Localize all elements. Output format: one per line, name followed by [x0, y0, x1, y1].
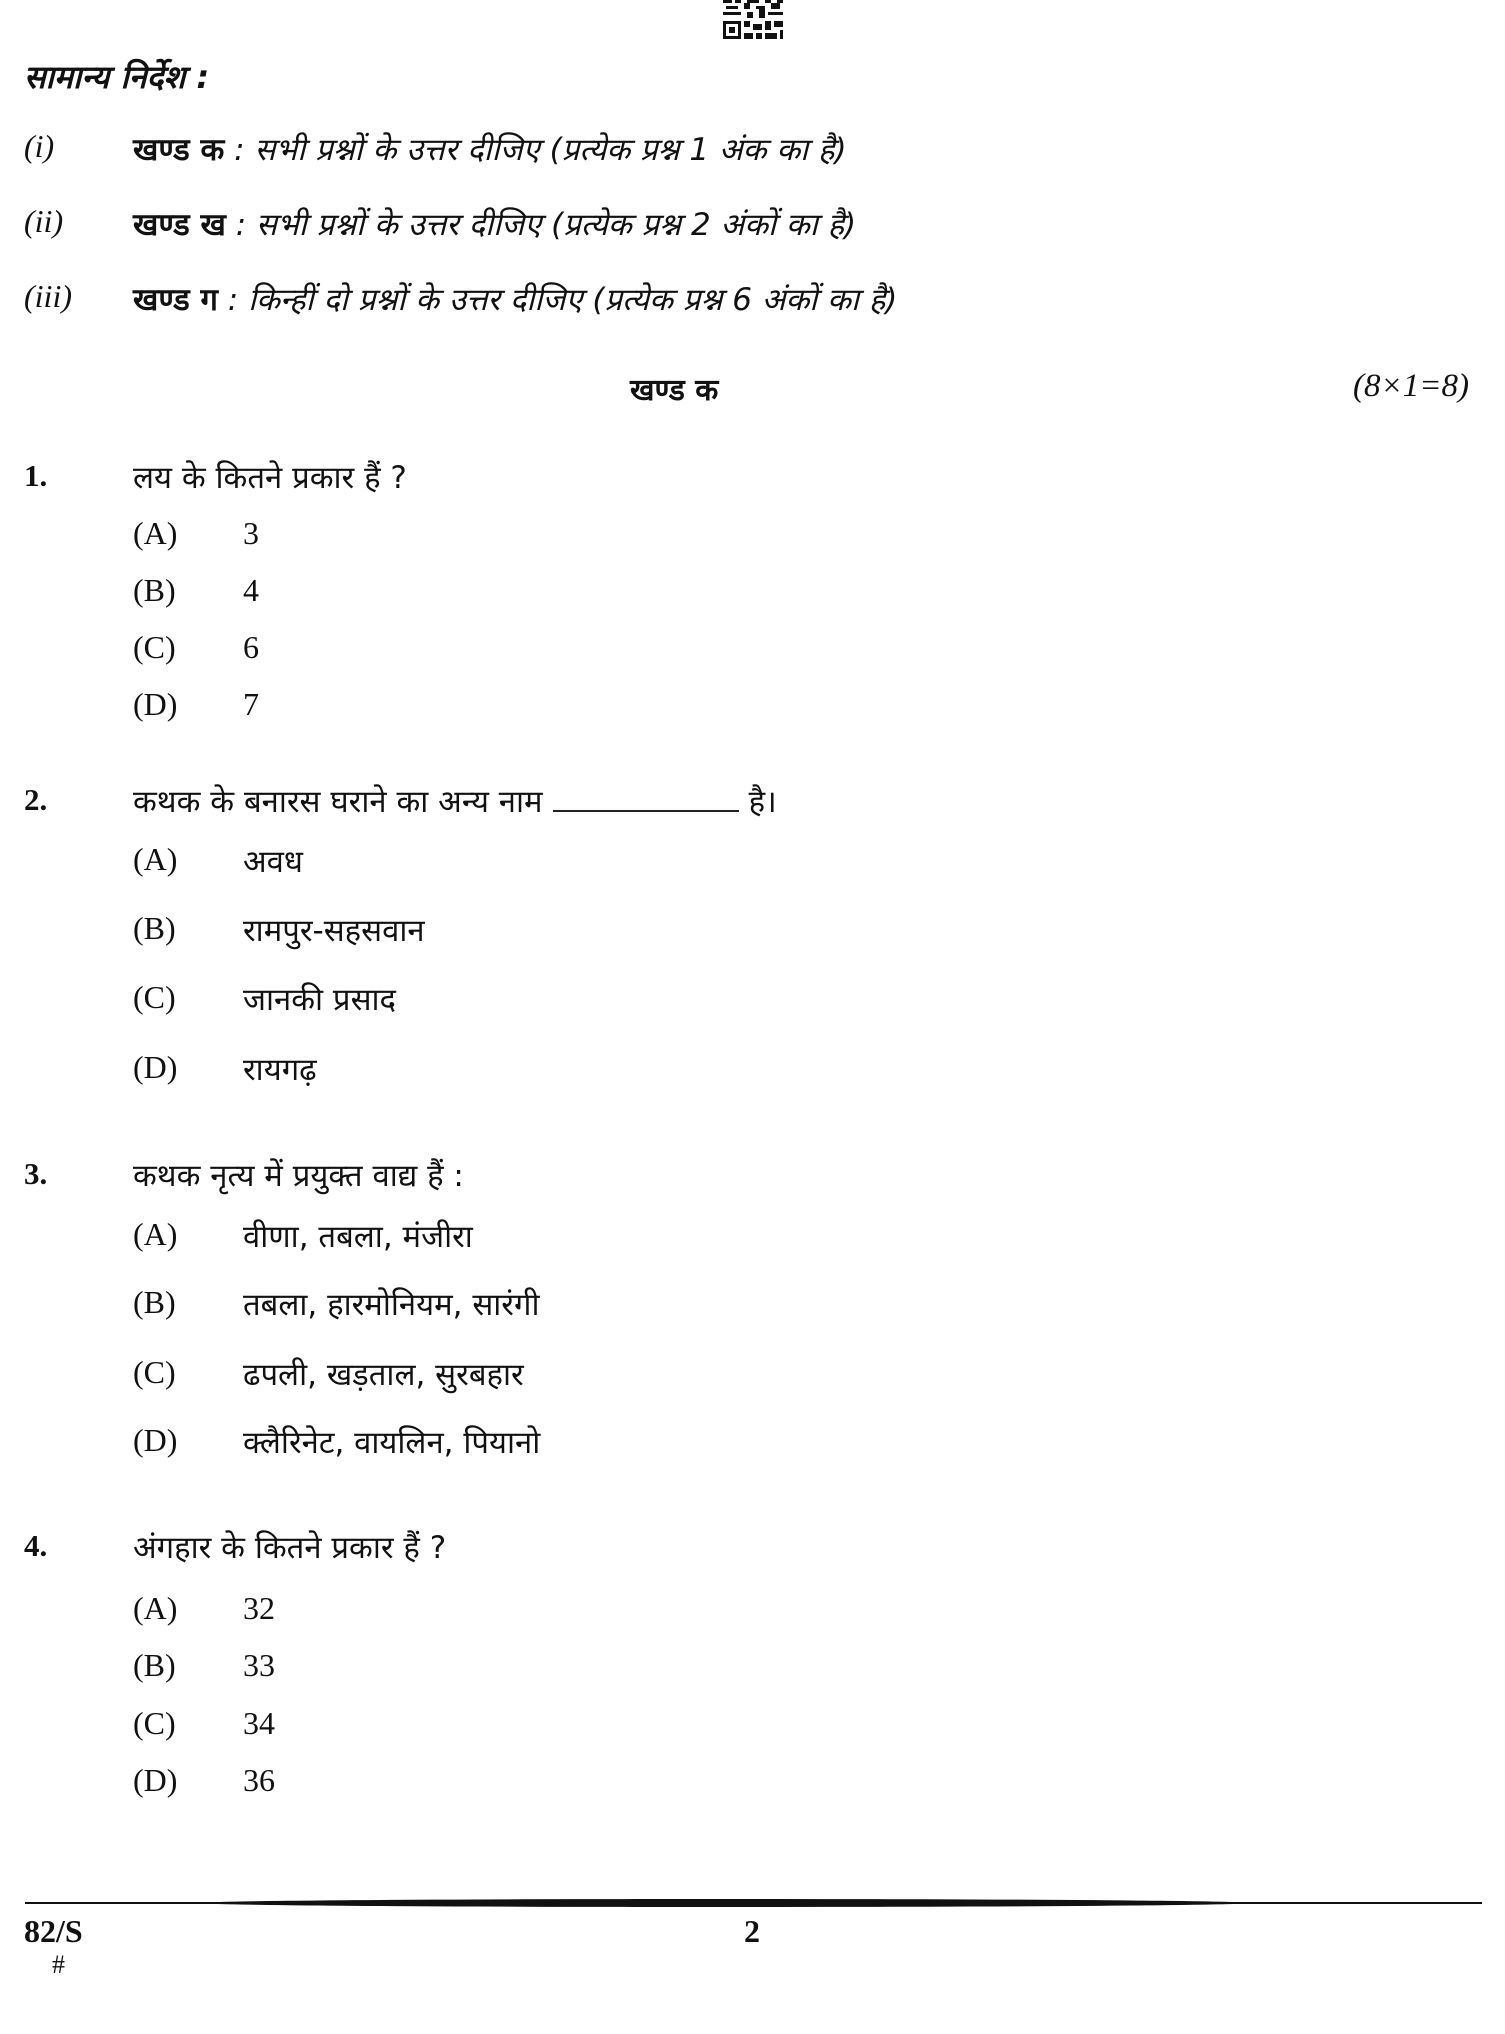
option-label: (A): [133, 1216, 178, 1252]
instruction-text: : सभी प्रश्नों के उत्तर दीजिए (प्रत्येक प्रश्न 2 अंकों का है): [235, 207, 857, 243]
fill-in-blank: [553, 784, 739, 812]
instruction-section: खण्ड ग: [133, 282, 218, 318]
question-number: 1.: [24, 458, 48, 493]
option-label: (B): [133, 572, 176, 608]
option-text: जानकी प्रसाद: [243, 982, 397, 1018]
option-text: 3: [243, 515, 259, 551]
option-text: 34: [243, 1705, 275, 1741]
question-text-before-blank: कथक के बनारस घराने का अन्य नाम: [133, 784, 543, 820]
section-marks: (8×1=8): [1353, 368, 1470, 404]
question-text: [133, 780, 777, 822]
option-text: रायगढ़: [243, 1052, 317, 1088]
instruction-section: खण्ड क: [133, 132, 225, 168]
option-label: (A): [133, 1590, 178, 1626]
option-text: 36: [243, 1762, 275, 1798]
general-instructions-heading: सामान्य निर्देश :: [24, 58, 210, 96]
option-label: (D): [133, 1049, 178, 1085]
instruction-item: [0, 278, 1505, 324]
option-label: (C): [133, 1705, 176, 1741]
question-number: 3.: [24, 1156, 48, 1191]
option-text: 4: [243, 572, 259, 608]
option-label: (C): [133, 1354, 176, 1390]
option-label: (B): [133, 1647, 176, 1683]
instruction-number: (i): [24, 128, 55, 164]
question-text: लय के कितने प्रकार हैं ?: [133, 460, 407, 496]
page-number: 2: [744, 1913, 760, 1949]
option-text: 7: [243, 686, 259, 722]
option-label: (D): [133, 1422, 178, 1458]
footer-rule-thick: [200, 1899, 1250, 1907]
qr-code-icon: [720, 0, 786, 42]
footer-hash: #: [52, 1950, 65, 1979]
option-label: (D): [133, 1762, 178, 1798]
instruction-text: : किन्हीं दो प्रश्नों के उत्तर दीजिए (प्रत्येक प्रश्न 6 अंकों का है): [227, 282, 898, 318]
instruction-text: : सभी प्रश्नों के उत्तर दीजिए (प्रत्येक प्रश्न 1 अंक का है): [234, 132, 847, 168]
instruction-section: खण्ड ख: [133, 207, 226, 243]
option-label: (C): [133, 629, 176, 665]
option-label: (A): [133, 841, 178, 877]
option-text: 32: [243, 1590, 275, 1626]
option-label: (A): [133, 515, 178, 551]
question-text-after-blank: है।: [748, 784, 777, 820]
option-label: (B): [133, 1284, 176, 1320]
option-text: अवध: [243, 844, 303, 880]
option-label: (D): [133, 686, 178, 722]
option-text: ढपली, खड़ताल, सुरबहार: [243, 1357, 524, 1393]
question-text: अंगहार के कितने प्रकार हैं ?: [133, 1530, 447, 1566]
option-text: वीणा, तबला, मंजीरा: [243, 1219, 473, 1255]
option-label: (B): [133, 910, 176, 946]
instruction-item: [0, 203, 1505, 249]
instruction-item: [0, 128, 1505, 174]
option-text: रामपुर-सहसवान: [243, 913, 425, 949]
question-number: 2.: [24, 782, 48, 817]
question-text: कथक नृत्य में प्रयुक्त वाद्य हैं :: [133, 1158, 464, 1194]
paper-code: 82/S: [24, 1913, 83, 1949]
option-text: 33: [243, 1647, 275, 1683]
option-text: तबला, हारमोनियम, सारंगी: [243, 1287, 540, 1323]
option-text: 6: [243, 629, 259, 665]
instruction-number: (ii): [24, 203, 64, 239]
instruction-number: (iii): [24, 278, 72, 314]
option-text: क्लैरिनेट, वायलिन, पियानो: [243, 1425, 541, 1461]
option-label: (C): [133, 979, 176, 1015]
section-title: खण्ड क: [630, 373, 719, 408]
question-number: 4.: [24, 1528, 48, 1563]
